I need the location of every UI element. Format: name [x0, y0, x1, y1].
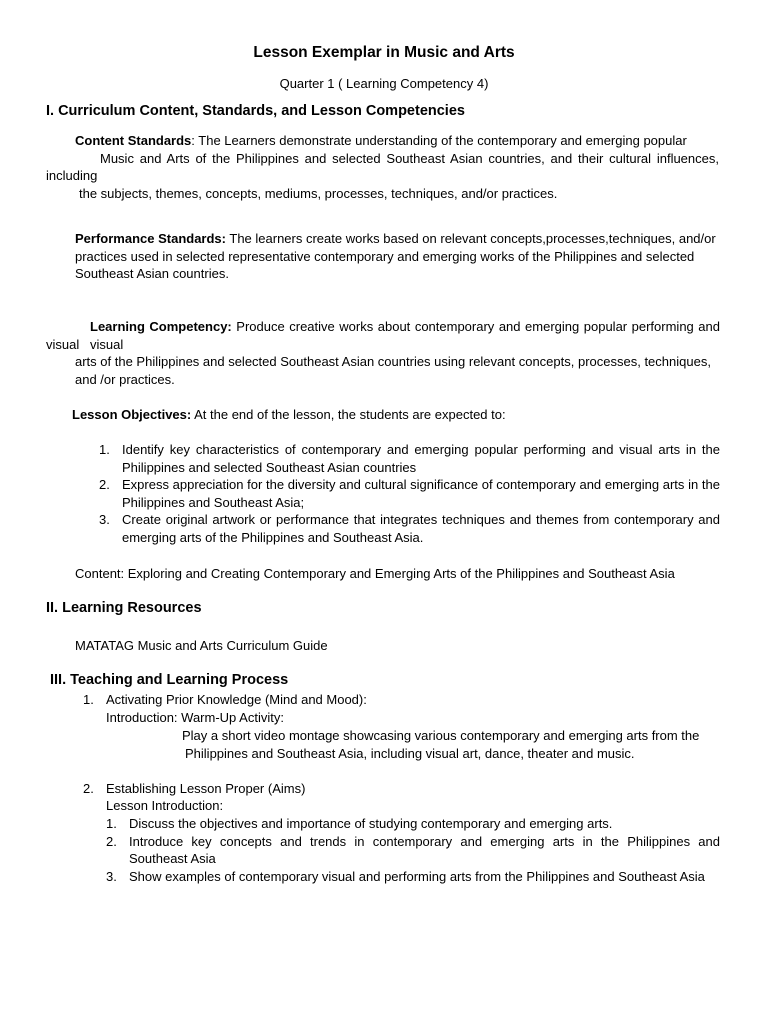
section-3-heading: III. Teaching and Learning Process [50, 672, 289, 688]
section-1-heading: I. Curriculum Content, Standards, and Lesson Competencies [46, 103, 465, 119]
learning-competency-label: Learning Competency: [90, 319, 232, 334]
performance-standards-line-1 [75, 230, 716, 248]
learning-competency-line-1 [90, 318, 720, 353]
step-2-item-3-line-1: Show examples of contemporary visual and performing arts from the Philippines and Southeast Asia [129, 869, 705, 884]
step-2-title: Establishing Lesson Proper (Aims) [106, 781, 306, 796]
lesson-objectives-label: Lesson Objectives: [72, 407, 192, 422]
document-title: Lesson Exemplar in Music and Arts [253, 44, 515, 61]
step-2-item-3-number: 3. [106, 869, 117, 884]
objective-2-number: 2. [99, 477, 110, 492]
content-line: Content: Exploring and Creating Contemporary and Emerging Arts of the Philippines and Southeast Asia [75, 566, 675, 581]
content-standards-line-1 [75, 132, 687, 150]
objective-3-line-2: emerging arts of the Philippines and Southeast Asia. [122, 530, 424, 545]
learning-resource: MATATAG Music and Arts Curriculum Guide [75, 638, 328, 653]
learning-competency-line-2: visual [46, 337, 80, 352]
step-2-item-2-line-1: Introduce key concepts and trends in contemporary and emerging arts in the Philippines and [129, 834, 720, 849]
content-standards-label: Content Standards [75, 133, 192, 148]
content-standards-line-4: the subjects, themes, concepts, mediums, processes, techniques, and/or practices. [79, 186, 558, 201]
lesson-objectives-intro-text: At the end of the lesson, the students are expected to: [191, 407, 506, 422]
performance-standards-line-3: Southeast Asian countries. [75, 266, 229, 281]
step-2-item-1-number: 1. [106, 816, 117, 831]
step-1-number: 1. [83, 692, 94, 707]
performance-standards-label: Performance Standards: [75, 231, 226, 246]
step-1-title: Activating Prior Knowledge (Mind and Mood): [106, 692, 367, 707]
step-1-subtitle: Introduction: Warm-Up Activity: [106, 710, 284, 725]
objective-2-line-2: Philippines and Southeast Asia; [122, 495, 305, 510]
step-2-subtitle: Lesson Introduction: [106, 798, 224, 813]
objective-1-line-1: Identify key characteristics of contemporary and emerging popular performing and visual arts in the [122, 442, 720, 457]
lesson-objectives-intro [72, 406, 506, 424]
step-2-item-1-line-1: Discuss the objectives and importance of studying contemporary and emerging arts. [129, 816, 613, 831]
section-2-heading: II. Learning Resources [46, 600, 202, 616]
objective-1-number: 1. [99, 442, 110, 457]
content-standards-line-3: including [46, 168, 98, 183]
objective-2-line-1: Express appreciation for the diversity and cultural significance of contemporary and emerging arts in the [122, 477, 720, 492]
step-2-item-2-number: 2. [106, 834, 117, 849]
learning-competency-line-4: and /or practices. [75, 372, 175, 387]
performance-standards-text-1: The learners create works based on relevant concepts,processes,techniques, and/or [226, 231, 716, 246]
step-1-detail-line-2: Philippines and Southeast Asia, including visual art, dance, theater and music. [185, 746, 635, 761]
learning-competency-text-1: Produce creative works about contemporary and emerging popular performing and visual [90, 319, 720, 352]
step-2-number: 2. [83, 781, 94, 796]
objective-1-line-2: Philippines and selected Southeast Asian countries [122, 460, 417, 475]
document-subtitle: Quarter 1 ( Learning Competency 4) [279, 76, 489, 91]
step-1-detail-line-1: Play a short video montage showcasing various contemporary and emerging arts from the [182, 728, 700, 743]
performance-standards-line-2: practices used in selected representative contemporary and emerging works of the Philippines and selected [75, 249, 695, 264]
learning-competency-line-3: arts of the Philippines and selected Southeast Asian countries using relevant concepts, processes, techniques, [75, 354, 711, 369]
step-2-item-2-line-2: Southeast Asia [129, 851, 216, 866]
content-standards-line-2: Music and Arts of the Philippines and selected Southeast Asian countries, and their cultural influences, [100, 151, 719, 166]
content-standards-text-1: : The Learners demonstrate understanding of the contemporary and emerging popular [191, 133, 687, 148]
objective-3-line-1: Create original artwork or performance that integrates techniques and themes from contemporary and [122, 512, 720, 527]
objective-3-number: 3. [99, 512, 110, 527]
